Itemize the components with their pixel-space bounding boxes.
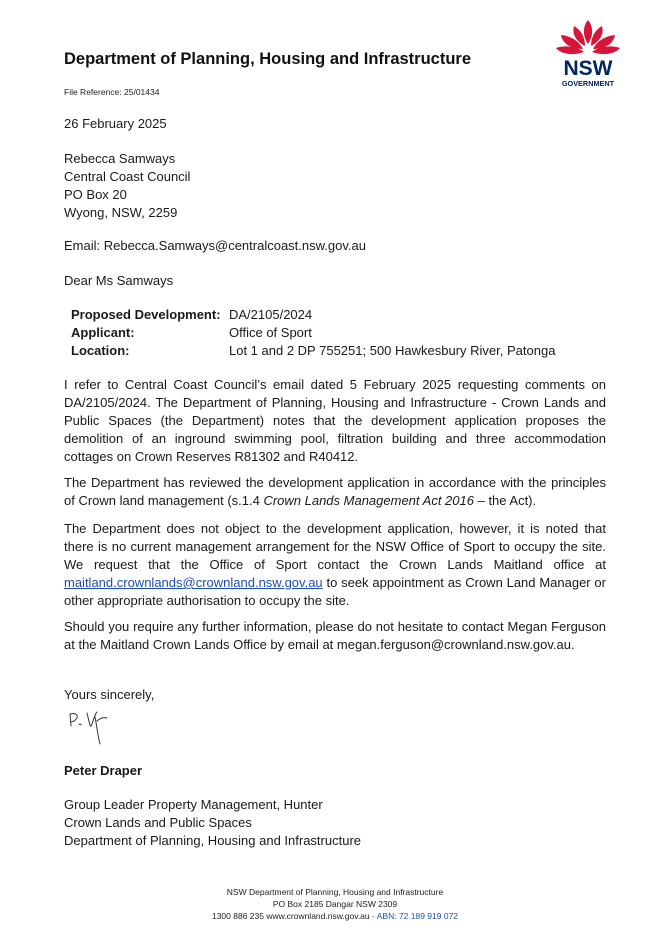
footer-contact <box>0 910 670 922</box>
signature <box>62 705 120 747</box>
recipient-email: Email: Rebecca.Samways@centralcoast.nsw.gov.au <box>64 238 366 253</box>
maitland-email-link[interactable]: maitland.crownlands@crownland.nsw.gov.au <box>64 575 323 590</box>
detail-label: Applicant: <box>71 325 135 340</box>
detail-value: DA/2105/2024 <box>229 307 313 322</box>
detail-row <box>71 306 555 324</box>
paragraph-text: – the Act). <box>473 493 537 508</box>
footer-abn: ABN: 72 189 919 072 <box>376 911 459 921</box>
department-title: Department of Planning, Housing and Infrastructure <box>64 50 472 68</box>
detail-row <box>71 324 555 342</box>
closing: Yours sincerely, <box>64 687 155 702</box>
file-reference: File Reference: 25/01434 <box>64 87 160 97</box>
body-paragraph-1: I refer to Central Coast Council’s email dated 5 February 2025 requesting comments on DA/2105/2024. The Department of Planning, Housing and Infrastructure - Crown Lands and Public Spaces (the Department) notes that the development application proposes the demolition of an inground swimming pool, filtration building and three accommodation cottages on Crown Reserves R81302 and R40412. <box>64 377 606 464</box>
act-name: Crown Lands Management Act 2016 <box>263 493 474 508</box>
body-paragraph-2 <box>64 474 606 510</box>
footer-address: PO Box 2185 Dangar NSW 2309 <box>272 899 398 909</box>
salutation: Dear Ms Samways <box>64 273 174 288</box>
recipient-name: Rebecca Samways <box>64 151 176 166</box>
letter-date: 26 February 2025 <box>64 116 167 131</box>
recipient-locality: Wyong, NSW, 2259 <box>64 205 178 220</box>
page-footer <box>0 886 670 922</box>
nsw-government-logo <box>552 18 624 92</box>
recipient-address <box>64 150 190 222</box>
detail-label: Proposed Development: <box>71 307 221 322</box>
signatory-name: Peter Draper <box>64 763 143 778</box>
detail-label: Location: <box>71 343 130 358</box>
signatory-title-line: Group Leader Property Management, Hunter <box>64 797 323 812</box>
signatory-title-line: Crown Lands and Public Spaces <box>64 815 252 830</box>
recipient-po-box: PO Box 20 <box>64 187 127 202</box>
signatory-title-line: Department of Planning, Housing and Infrastructure <box>64 833 362 848</box>
application-details <box>71 306 555 360</box>
signatory-title <box>64 796 361 850</box>
paragraph-text: to seek appointment as Crown Land Manager or other appropriate authorisation to occupy the site. <box>64 575 606 608</box>
footer-separator: - <box>369 911 377 921</box>
body-paragraph-3 <box>64 520 606 610</box>
paragraph-text: The Department does not object to the development application, however, it is noted that there is no current management arrangement for the NSW Office of Sport to occupy the site. We request that the Office of Sport contact the Crown Lands Maitland office at <box>64 521 606 572</box>
logo-text: NSW <box>563 57 613 80</box>
paragraph-text: The Department has reviewed the development application in accordance with the principles of Crown land management (s.1.4 <box>64 475 606 508</box>
body-paragraph-4: Should you require any further information, please do not hesitate to contact Megan Ferguson at the Maitland Crown Lands Office by email at megan.ferguson@crownland.nsw.gov.au. <box>64 619 606 652</box>
detail-value: Lot 1 and 2 DP 755251; 500 Hawkesbury River, Patonga <box>229 343 556 358</box>
footer-department: NSW Department of Planning, Housing and Infrastructure <box>226 887 444 897</box>
recipient-organisation: Central Coast Council <box>64 169 191 184</box>
detail-value: Office of Sport <box>229 325 312 340</box>
logo-subtext: GOVERNMENT <box>561 79 615 88</box>
detail-row <box>71 342 555 360</box>
footer-phone-website: 1300 886 235 www.crownland.nsw.gov.au <box>211 911 370 921</box>
